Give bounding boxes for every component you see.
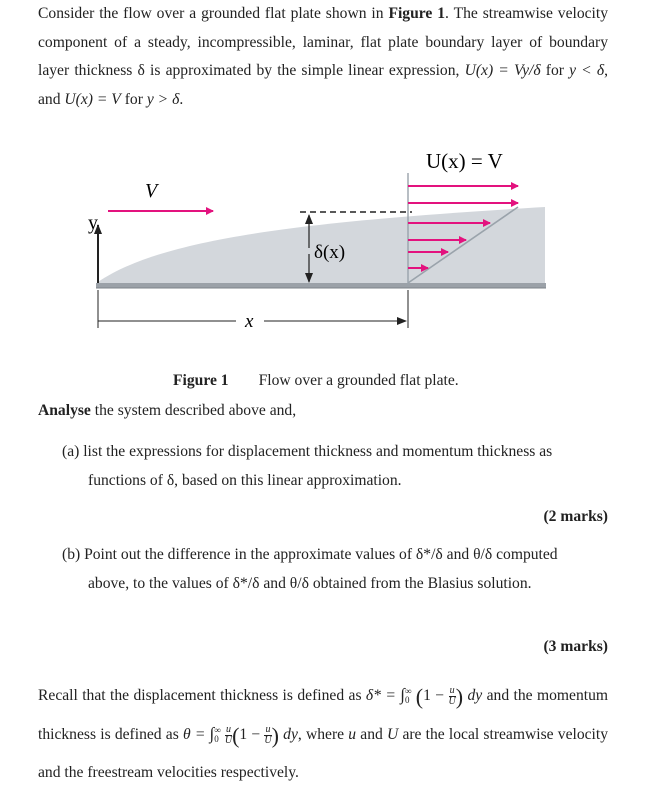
- velocity-ratio: [225, 725, 232, 746]
- part-a-marks: (2 marks): [543, 508, 608, 525]
- frac-den: U: [224, 734, 233, 746]
- equation-condition: y > δ: [146, 90, 180, 108]
- boundary-layer-figure: [0, 130, 652, 370]
- recall-text: , where: [297, 725, 349, 743]
- integral-sign: ∫: [209, 723, 215, 743]
- part-a-line: (a) list the expressions for displacement thickness and momentum thickness as: [62, 443, 553, 460]
- analyse-text: the system described above and,: [90, 402, 297, 419]
- integral-upper: ∞: [404, 686, 412, 697]
- integral-limits: [405, 687, 411, 705]
- figure-caption: [173, 372, 459, 390]
- intro-text: Consider the flow over a grounded flat plate shown in: [38, 5, 389, 22]
- figure-reference: Figure 1: [388, 5, 446, 22]
- y-label: y: [88, 212, 98, 234]
- symbol-U: U: [386, 725, 399, 743]
- frac-den: U: [448, 695, 456, 707]
- part-b-line: above, to the values of δ*/δ and θ/δ obtained from the Blasius solution.: [88, 574, 532, 592]
- analyse-instruction: [38, 402, 296, 420]
- question-part-b: [62, 541, 608, 598]
- v-label: V: [145, 180, 158, 202]
- integral-lower: 0: [214, 734, 219, 745]
- frac-num: u: [225, 723, 231, 735]
- dy: dy: [283, 725, 298, 743]
- recall-paragraph: [38, 676, 608, 791]
- intro-paragraph: [38, 0, 608, 114]
- velocity-ratio: [264, 725, 271, 746]
- equation-linear-profile: U(x) = Vy/δ: [464, 62, 541, 79]
- intro-text: for: [120, 90, 147, 108]
- frac-num: u: [449, 684, 455, 696]
- integral-limits: [214, 726, 220, 744]
- intro-text: for: [540, 62, 570, 79]
- part-b-line: (b) Point out the difference in the approximate values of δ*/δ and θ/δ computed: [62, 546, 558, 563]
- frac-num: u: [265, 723, 271, 735]
- flat-plate: [96, 283, 546, 288]
- recall-text: Recall that the displacement thickness is defined as: [38, 687, 366, 704]
- intro-text: , and: [38, 62, 609, 108]
- one-minus: 1 −: [239, 725, 261, 743]
- integral-lower: 0: [404, 695, 410, 706]
- x-label: x: [245, 311, 254, 332]
- momentum-thickness-symbol: θ =: [182, 725, 210, 743]
- recall-text: and the momentum thickness is defined as: [38, 687, 608, 743]
- integral-upper: ∞: [214, 725, 221, 736]
- integral-sign: ∫: [400, 685, 405, 704]
- symbol-u: u: [348, 725, 357, 743]
- frac-den: U: [264, 734, 272, 746]
- intro-text: .: [179, 90, 184, 108]
- displacement-thickness-symbol: δ* =: [365, 687, 401, 704]
- velocity-ratio: [449, 686, 456, 707]
- equation-freestream: U(x) = V: [64, 90, 121, 108]
- momentum-integral: ∫ ∞ 0 $\frac{u}{U}$ (1 − $\frac{u}{U}$ ) dy: [209, 722, 298, 748]
- part-a-line: functions of δ, based on this linear approximation.: [88, 471, 402, 489]
- delta-label: δ(x): [314, 242, 346, 263]
- recall-text: are the local streamwise velocity and the freestream velocities respectively.: [38, 725, 608, 781]
- caption-text: Flow over a grounded flat plate.: [258, 372, 459, 389]
- freestream-velocity-label: U(x) = V: [426, 149, 503, 173]
- dy: dy: [467, 687, 483, 704]
- caption-number: Figure 1: [173, 372, 229, 389]
- recall-text: and: [356, 725, 387, 743]
- part-b-marks: (3 marks): [543, 638, 608, 655]
- intro-text: . The streamwise velocity component of a steady, incompressible, laminar, flat plate boundary layer of boundary layer thickness δ is approximated by the simple linear expression,: [38, 5, 608, 79]
- analyse-keyword: Analyse: [38, 402, 91, 419]
- equation-condition: y < δ: [569, 62, 605, 79]
- displacement-integral: ∫ ∞ 0 (1 − $\frac{u}{U}$ ) dy: [400, 683, 483, 709]
- one-minus: 1 −: [423, 687, 445, 704]
- question-part-a: [62, 438, 608, 495]
